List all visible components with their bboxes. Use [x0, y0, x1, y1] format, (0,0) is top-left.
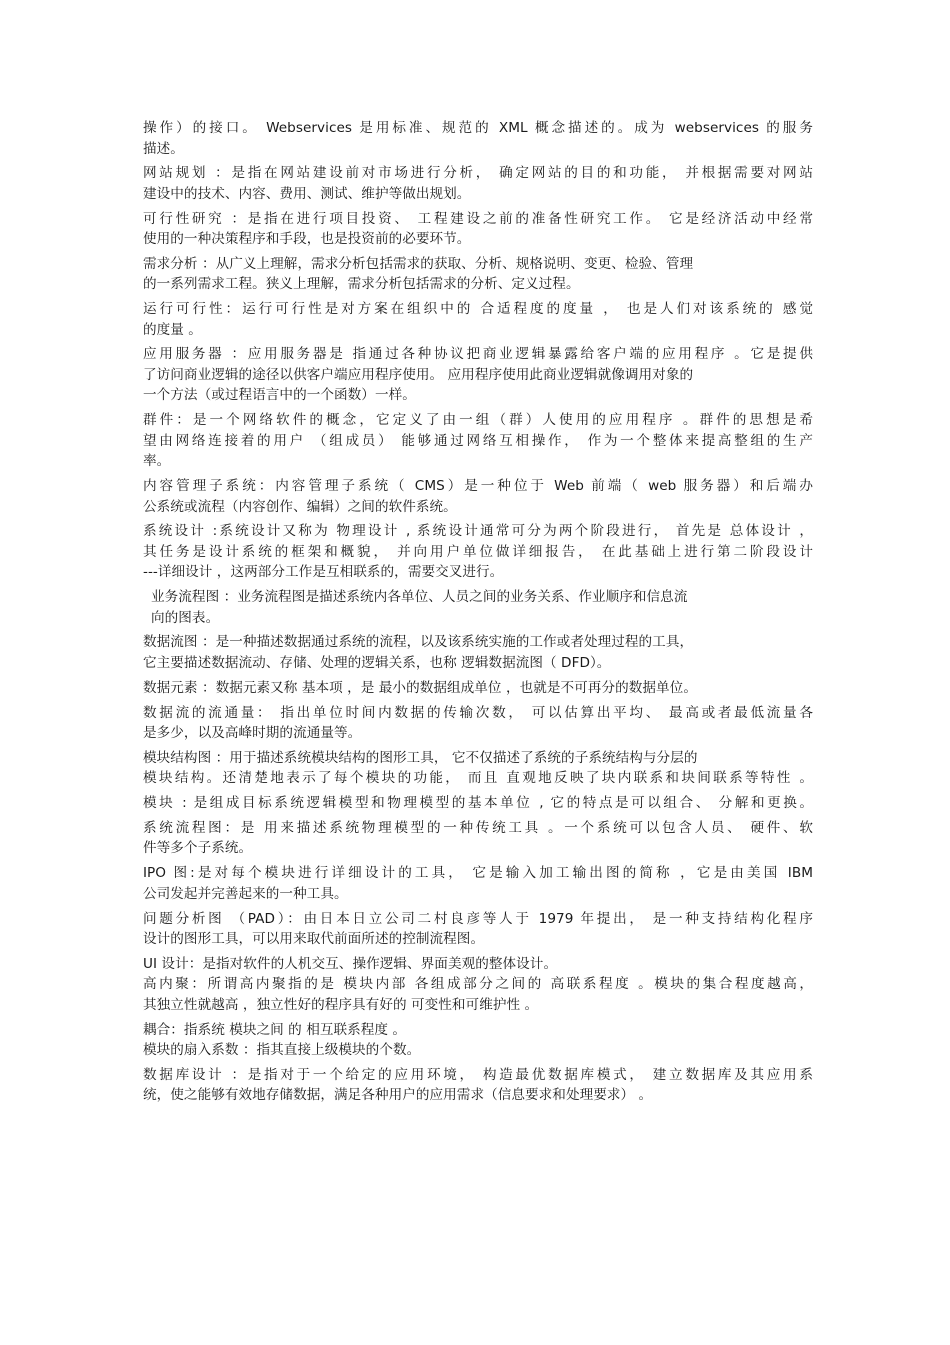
paragraph-line: 模块的扇入系数 ：指其直接上级模块的个数。	[143, 1042, 421, 1059]
paragraph-line: 的度量 。	[143, 321, 202, 338]
paragraph-line: 望由网络连接着的用户 （组成员） 能够通过网络互相操作， 作为一个整体来提高整组的生产	[143, 432, 813, 449]
paragraph-line: 模块结构。还清楚地表示了每个模块的功能， 而且 直观地反映了块内联系和块间联系等特性 。	[143, 770, 813, 787]
paragraph-first-line: 内容管理子系统：内容管理子系统（ CMS）是一种位于 Web 前端（ web 服务器）和后端办	[143, 478, 813, 495]
paragraph-line: 的一系列需求工程。狭义上理解，需求分析包括需求的分析、定义过程。	[143, 276, 580, 293]
paragraph-first-line: UI 设计：是指对软件的人机交互、操作逻辑、界面美观的整体设计。	[143, 955, 558, 972]
paragraph-first-line: 应用服务器 ：应用服务器是 指通过各种协议把商业逻辑暴露给客户端的应用程序 。它是提供	[143, 346, 813, 363]
paragraph-line: 使用的一种决策程序和手段，也是投资前的必要环节。	[143, 231, 471, 248]
paragraph-line: 其任务是设计系统的框架和概貌， 并向用户单位做详细报告， 在此基础上进行第二阶段设计	[143, 543, 813, 560]
paragraph-line: 其独立性就越高 ，独立性好的程序具有好的 可变性和可维护性 。	[143, 996, 539, 1013]
paragraph-line: 描述。	[143, 140, 184, 157]
paragraph-first-line: 运行可行性：运行可行性是对方案在组织中的 合适程度的度量 ， 也是人们对该系统的 感觉	[143, 301, 813, 318]
paragraph-line: 率。	[143, 453, 171, 470]
paragraph-line: 建设中的技术、内容、费用、测试、维护等做出规划。	[143, 185, 471, 202]
paragraph-line: 统，使之能够有效地存储数据，满足各种用户的应用需求（信息要求和处理要求） 。	[143, 1087, 653, 1104]
paragraph-first-line: 群件：是一个网络软件的概念，它定义了由一组（群）人使用的应用程序 。群件的思想是希	[143, 412, 813, 429]
paragraph-first-line: 问题分析图 （PAD）：由日本日立公司二村良彦等人于 1979 年提出， 是一种支持结构化程序	[143, 910, 813, 927]
paragraph-line: 设计的图形工具，可以用来取代前面所述的控制流程图。	[143, 931, 485, 948]
paragraph-first-line: 系统流程图：是 用来描述系统物理模型的一种传统工具 。一个系统可以包含人员、 硬件、软	[143, 819, 813, 836]
paragraph-first-line: 需求分析 ：从广义上理解，需求分析包括需求的获取、分析、规格说明、变更、检验、管理	[143, 255, 694, 272]
paragraph-first-line: 数据流图 ：是一种描述数据通过系统的流程，以及该系统实施的工作或者处理过程的工具，	[143, 634, 694, 651]
paragraph-line: 了访问商业逻辑的途径以供客户端应用程序使用。 应用程序使用此商业逻辑就像调用对象的	[143, 366, 694, 383]
paragraph-line: 一个方法（或过程语言中的一个函数）一样。	[143, 387, 416, 404]
paragraph-first-line: 耦合：指系统 模块之间 的 相互联系程度 。	[143, 1021, 407, 1038]
paragraph-first-line: 系统设计 :系统设计又称为 物理设计 , 系统设计通常可分为两个阶段进行， 首先是 总体设计 ，	[143, 523, 813, 540]
paragraph-line: ---详细设计 ，这两部分工作是互相联系的，需要交叉进行。	[143, 564, 504, 581]
paragraph-first-line: 模块结构图 ：用于描述系统模块结构的图形工具， 它不仅描述了系统的子系统结构与分层的	[143, 749, 698, 766]
paragraph-first-line: 操作）的接口。 Webservices 是用标准、规范的 XML 概念描述的。成为 webservices 的服务	[143, 120, 813, 136]
paragraph-first-line: 数据流的流通量： 指出单位时间内数据的传输次数， 可以估算出平均、 最高或者最低流量各	[143, 704, 813, 721]
paragraph-first-line: 模块 : 是组成目标系统逻辑模型和物理模型的基本单位 , 它的特点是可以组合、 分解和更换。	[143, 795, 813, 812]
document-body	[143, 118, 813, 1106]
paragraph-line: 件等多个子系统。	[143, 840, 253, 857]
paragraph-line: 公司发起并完善起来的一种工具。	[143, 885, 348, 902]
paragraph-line: 高内聚：所谓高内聚指的是 模块内部 各组成部分之间的 高联系程度 。模块的集合程度越高，	[143, 976, 813, 993]
paragraph-line: 它主要描述数据流动、存储、处理的逻辑关系，也称 逻辑数据流图（ DFD）。	[143, 654, 611, 671]
paragraph-first-line: 数据库设计 ：是指对于一个给定的应用环境， 构造最优数据库模式， 建立数据库及其应用系	[143, 1066, 813, 1083]
paragraph-line: 向的图表。	[151, 609, 220, 626]
paragraph-first-line: 可行性研究 ：是指在进行项目投资、 工程建设之前的准备性研究工作。 它是经济活动中经常	[143, 210, 813, 227]
paragraph-first-line: IPO 图:是对每个模块进行详细设计的工具， 它是输入加工输出图的简称 ，它是由美国 IBM	[143, 865, 813, 882]
paragraph-first-line: 数据元素 ：数据元素又称 基本项 ，是 最小的数据组成单位 ，也就是不可再分的数据单位。	[143, 679, 697, 696]
paragraph-first-line: 业务流程图 ：业务流程图是描述系统内各单位、人员之间的业务关系、作业顺序和信息流	[151, 589, 688, 606]
paragraph-line: 是多少，以及高峰时期的流通量等。	[143, 725, 362, 742]
paragraph-first-line: 网站规划 ：是指在网站建设前对市场进行分析， 确定网站的目的和功能， 并根据需要对网站	[143, 165, 813, 182]
paragraph-line: 公系统或流程（内容创作、编辑）之间的软件系统。	[143, 498, 457, 515]
